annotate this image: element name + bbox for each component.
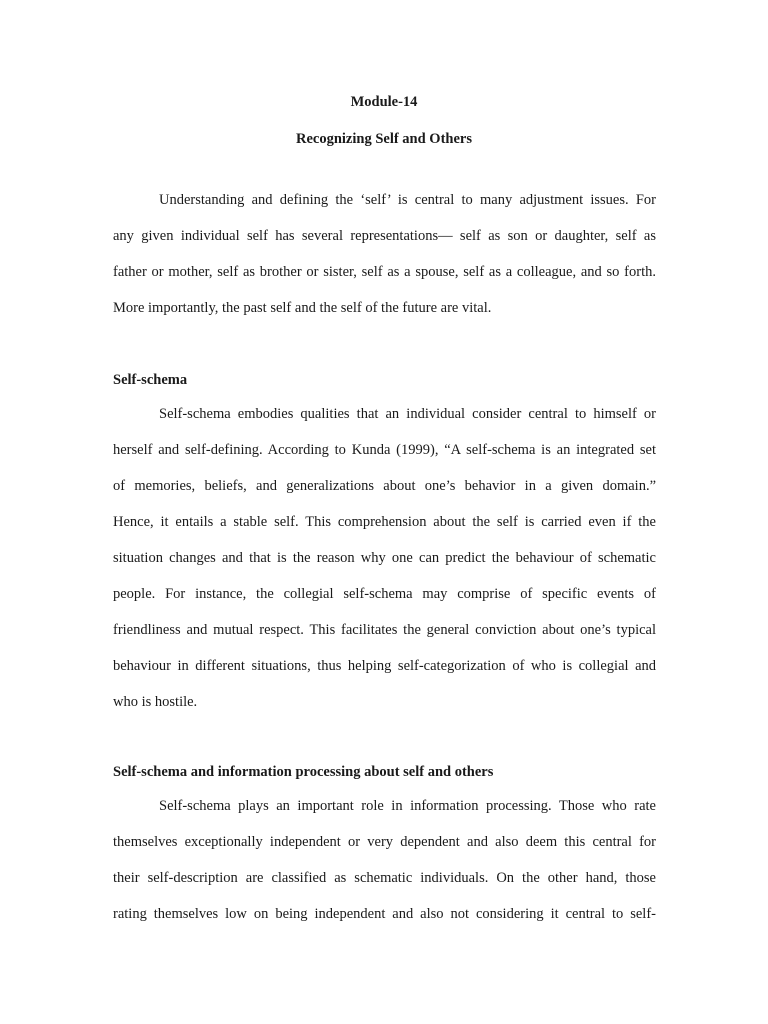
paragraph-line: More importantly, the past self and the self of the future are vital.: [113, 300, 492, 316]
section-heading-information-processing: Self-schema and information processing about self and others: [113, 764, 494, 780]
page-title: Recognizing Self and Others: [295, 131, 472, 147]
paragraph-line: situation changes and that is the reason why one can predict the behaviour of schematic: [113, 550, 656, 566]
intro-paragraph: [113, 191, 656, 335]
paragraph-line: rating themselves low on being independent and also not considering it central to self-: [113, 906, 656, 922]
paragraph-line: Hence, it entails a stable self. This comprehension about the self is carried even if the: [113, 514, 656, 530]
paragraph-line: father or mother, self as brother or sister, self as a spouse, self as a colleague, and so forth.: [113, 264, 656, 280]
self-schema-paragraph: [113, 405, 656, 729]
information-processing-paragraph: [113, 797, 656, 941]
paragraph-line: behaviour in different situations, thus helping self-categorization of who is collegial and: [113, 658, 656, 674]
paragraph-line: themselves exceptionally independent or very dependent and also deem this central for: [113, 834, 656, 850]
module-title: Module-14: [350, 94, 418, 110]
paragraph-line: people. For instance, the collegial self-schema may comprise of specific events of: [113, 586, 656, 602]
paragraph-line: herself and self-defining. According to Kunda (1999), “A self-schema is an integrated set: [113, 442, 656, 458]
paragraph-line: of memories, beliefs, and generalizations about one’s behavior in a given domain.”: [113, 478, 656, 494]
paragraph-line: who is hostile.: [113, 694, 198, 710]
paragraph-line: Self-schema embodies qualities that an individual consider central to himself or: [159, 406, 656, 422]
section-heading-self-schema: Self-schema: [113, 372, 188, 388]
paragraph-line: any given individual self has several representations— self as son or daughter, self as: [113, 228, 656, 244]
paragraph-line: Self-schema plays an important role in information processing. Those who rate: [159, 798, 656, 814]
paragraph-line: their self-description are classified as schematic individuals. On the other hand, those: [113, 870, 656, 886]
paragraph-line: Understanding and defining the ‘self’ is central to many adjustment issues. For: [159, 192, 656, 208]
paragraph-line: friendliness and mutual respect. This facilitates the general conviction about one’s typical: [113, 622, 656, 638]
